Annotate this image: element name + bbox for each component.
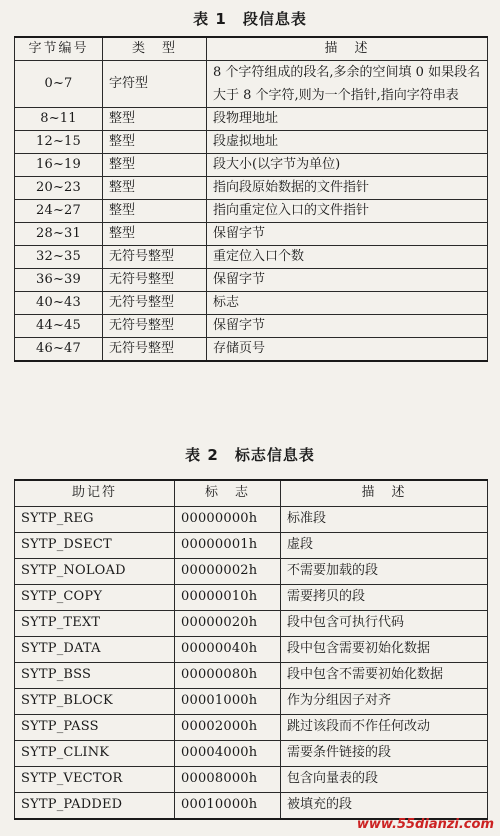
table-cell: 需要拷贝的段 xyxy=(281,585,488,611)
table-cell: SYTP_TEXT xyxy=(15,611,175,637)
table-cell: 40~43 xyxy=(15,292,103,315)
table-cell: 段中包含可执行代码 xyxy=(281,611,488,637)
table-row xyxy=(15,689,488,715)
table-row xyxy=(15,637,488,663)
column-header: 字节编号 xyxy=(15,37,103,61)
table-row xyxy=(15,338,488,362)
table-cell: 段中包含不需要初始化数据 xyxy=(281,663,488,689)
table-cell: 00000001h xyxy=(175,533,281,559)
table-cell: 32~35 xyxy=(15,246,103,269)
table-cell: 00008000h xyxy=(175,767,281,793)
table-cell: 虚段 xyxy=(281,533,488,559)
table-cell: SYTP_COPY xyxy=(15,585,175,611)
table-row xyxy=(15,108,488,131)
table-cell: SYTP_BLOCK xyxy=(15,689,175,715)
table-cell: 整型 xyxy=(103,177,207,200)
table-cell: 8 个字符组成的段名,多余的空间填 0 如果段名大于 8 个字符,则为一个指针,指向字符串表 xyxy=(207,61,488,108)
table-cell: 段物理地址 xyxy=(207,108,488,131)
column-header: 标 志 xyxy=(175,480,281,507)
table-cell: 标准段 xyxy=(281,507,488,533)
table-row xyxy=(15,223,488,246)
table-cell: 无符号整型 xyxy=(103,315,207,338)
table-cell: 包含向量表的段 xyxy=(281,767,488,793)
table-cell: 00000002h xyxy=(175,559,281,585)
table-cell: 00000040h xyxy=(175,637,281,663)
table-row xyxy=(15,61,488,108)
table-cell: SYTP_BSS xyxy=(15,663,175,689)
table-cell: 不需要加载的段 xyxy=(281,559,488,585)
site-watermark: www.55dianzi.com xyxy=(356,817,494,832)
table-cell: 00000080h xyxy=(175,663,281,689)
column-header: 类 型 xyxy=(103,37,207,61)
table-cell: 整型 xyxy=(103,131,207,154)
table-cell: 44~45 xyxy=(15,315,103,338)
table-cell: 被填充的段 xyxy=(281,793,488,820)
column-header: 描 述 xyxy=(281,480,488,507)
table-cell: 无符号整型 xyxy=(103,292,207,315)
table-cell: 0~7 xyxy=(15,61,103,108)
table1-caption: 表 1 段信息表 xyxy=(193,10,307,28)
table-row xyxy=(15,154,488,177)
table-cell: SYTP_DSECT xyxy=(15,533,175,559)
table-cell: 整型 xyxy=(103,108,207,131)
segment-info-table xyxy=(14,36,488,362)
table-cell: 保留字节 xyxy=(207,315,488,338)
table-cell: 无符号整型 xyxy=(103,338,207,362)
table-cell: 段虚拟地址 xyxy=(207,131,488,154)
table-cell: 8~11 xyxy=(15,108,103,131)
table-row xyxy=(15,177,488,200)
table-cell: 整型 xyxy=(103,223,207,246)
table-cell: 作为分组因子对齐 xyxy=(281,689,488,715)
table-cell: 24~27 xyxy=(15,200,103,223)
table-row xyxy=(15,315,488,338)
table-cell: SYTP_DATA xyxy=(15,637,175,663)
table-cell: 标志 xyxy=(207,292,488,315)
table-cell: 无符号整型 xyxy=(103,269,207,292)
table-cell: 字符型 xyxy=(103,61,207,108)
table-cell: 存储页号 xyxy=(207,338,488,362)
table-cell: 12~15 xyxy=(15,131,103,154)
table-row xyxy=(15,793,488,820)
table-row xyxy=(15,246,488,269)
table-header-row xyxy=(15,480,488,507)
table-cell: 00000010h xyxy=(175,585,281,611)
table-cell: 16~19 xyxy=(15,154,103,177)
table-header-row xyxy=(15,37,488,61)
table-cell: SYTP_PASS xyxy=(15,715,175,741)
column-header: 助记符 xyxy=(15,480,175,507)
table-row xyxy=(15,507,488,533)
table-cell: 无符号整型 xyxy=(103,246,207,269)
table-cell: 整型 xyxy=(103,200,207,223)
table-row xyxy=(15,559,488,585)
table-row xyxy=(15,611,488,637)
table2-caption: 表 2 标志信息表 xyxy=(185,446,315,464)
table-cell: 整型 xyxy=(103,154,207,177)
table-cell: 00010000h xyxy=(175,793,281,820)
table-row xyxy=(15,200,488,223)
table-cell: SYTP_PADDED xyxy=(15,793,175,820)
table-cell: SYTP_NOLOAD xyxy=(15,559,175,585)
table-cell: 保留字节 xyxy=(207,269,488,292)
flag-info-table xyxy=(14,479,488,820)
table-cell: 段中包含需要初始化数据 xyxy=(281,637,488,663)
column-header: 描 述 xyxy=(207,37,488,61)
table-cell: 重定位入口个数 xyxy=(207,246,488,269)
table-row xyxy=(15,767,488,793)
table-cell: 20~23 xyxy=(15,177,103,200)
table-cell: 指向段原始数据的文件指针 xyxy=(207,177,488,200)
table-cell: SYTP_VECTOR xyxy=(15,767,175,793)
table-cell: 保留字节 xyxy=(207,223,488,246)
table-row xyxy=(15,533,488,559)
table-cell: 段大小(以字节为单位) xyxy=(207,154,488,177)
table-cell: 00000000h xyxy=(175,507,281,533)
table-row xyxy=(15,292,488,315)
table-cell: 跳过该段而不作任何改动 xyxy=(281,715,488,741)
table-cell: 00001000h xyxy=(175,689,281,715)
table-cell: 46~47 xyxy=(15,338,103,362)
table-cell: 28~31 xyxy=(15,223,103,246)
table-cell: 00002000h xyxy=(175,715,281,741)
table-cell: 00004000h xyxy=(175,741,281,767)
table-cell: SYTP_CLINK xyxy=(15,741,175,767)
table-row xyxy=(15,131,488,154)
table-cell: 需要条件链接的段 xyxy=(281,741,488,767)
table-row xyxy=(15,585,488,611)
table-row xyxy=(15,741,488,767)
table-cell: SYTP_REG xyxy=(15,507,175,533)
table-row xyxy=(15,663,488,689)
table-cell: 指向重定位入口的文件指针 xyxy=(207,200,488,223)
table-row xyxy=(15,715,488,741)
table-row xyxy=(15,269,488,292)
table-cell: 00000020h xyxy=(175,611,281,637)
table-cell: 36~39 xyxy=(15,269,103,292)
